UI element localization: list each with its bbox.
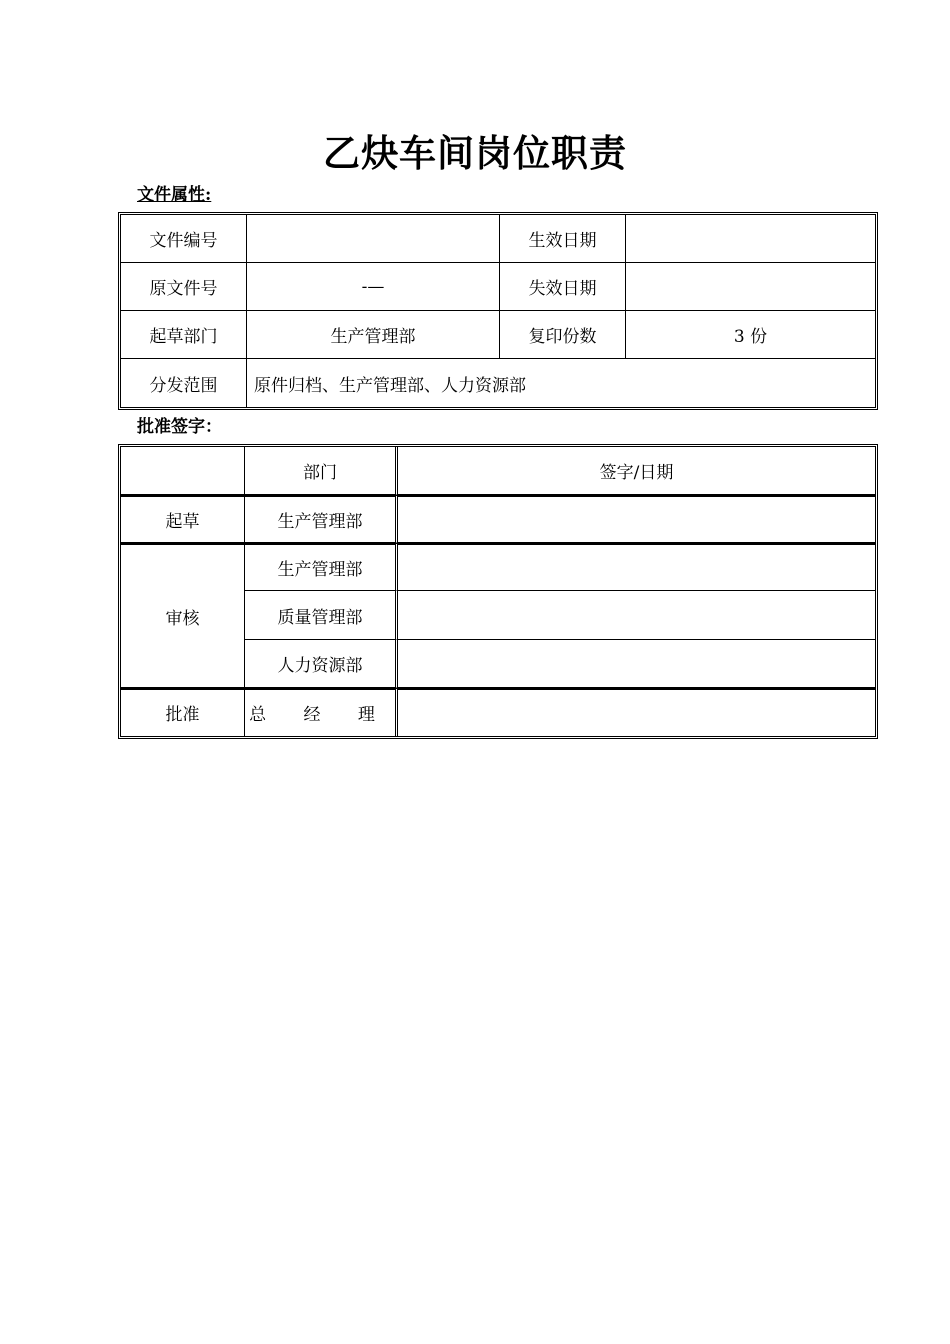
drafting-department-label: 起草部门: [121, 311, 247, 359]
approve-department: 总 经 理: [245, 688, 398, 736]
draft-signature: [398, 495, 875, 543]
review-department-3: 人力资源部: [245, 640, 398, 688]
table-row: [121, 359, 875, 407]
review-signature-1: [398, 543, 875, 591]
approval-table: [118, 444, 878, 739]
table-row: [121, 495, 875, 543]
distribution-label: 分发范围: [121, 359, 247, 407]
table-row: [121, 688, 875, 736]
effective-date-label: 生效日期: [500, 215, 626, 263]
review-department-1: 生产管理部: [245, 543, 398, 591]
review-role: 审核: [121, 543, 245, 687]
approval-signature-label: 批准签字：: [137, 417, 222, 437]
file-properties-label: 文件属性:: [137, 185, 212, 205]
drafting-department-value: 生产管理部: [247, 311, 500, 359]
copy-count-label: 复印份数: [500, 311, 626, 359]
original-file-number-value: -—: [247, 263, 500, 311]
approve-signature: [398, 688, 875, 736]
copy-count-value: 3 份: [626, 311, 875, 359]
signature-header: 签字/日期: [398, 447, 875, 495]
department-header: 部门: [245, 447, 398, 495]
file-number-label: 文件编号: [121, 215, 247, 263]
review-signature-2: [398, 591, 875, 639]
distribution-value: 原件归档、生产管理部、人力资源部: [254, 375, 526, 396]
effective-date-value: [626, 215, 875, 263]
draft-role: 起草: [121, 495, 245, 543]
table-row: [121, 263, 875, 311]
table-row: [121, 543, 875, 591]
review-signature-3: [398, 640, 875, 688]
draft-department: 生产管理部: [245, 495, 398, 543]
file-number-value: [247, 215, 500, 263]
expiry-date-label: 失效日期: [500, 263, 626, 311]
table-row: [121, 215, 875, 263]
expiry-date-value: [626, 263, 875, 311]
page-title: 乙炔车间岗位职责: [323, 131, 627, 175]
approve-role: 批准: [121, 688, 245, 736]
review-department-2: 质量管理部: [245, 591, 398, 639]
file-properties-table: [118, 212, 878, 410]
table-row: [121, 311, 875, 359]
original-file-number-label: 原文件号: [121, 263, 247, 311]
table-row: [121, 447, 875, 495]
role-header: [121, 447, 245, 495]
